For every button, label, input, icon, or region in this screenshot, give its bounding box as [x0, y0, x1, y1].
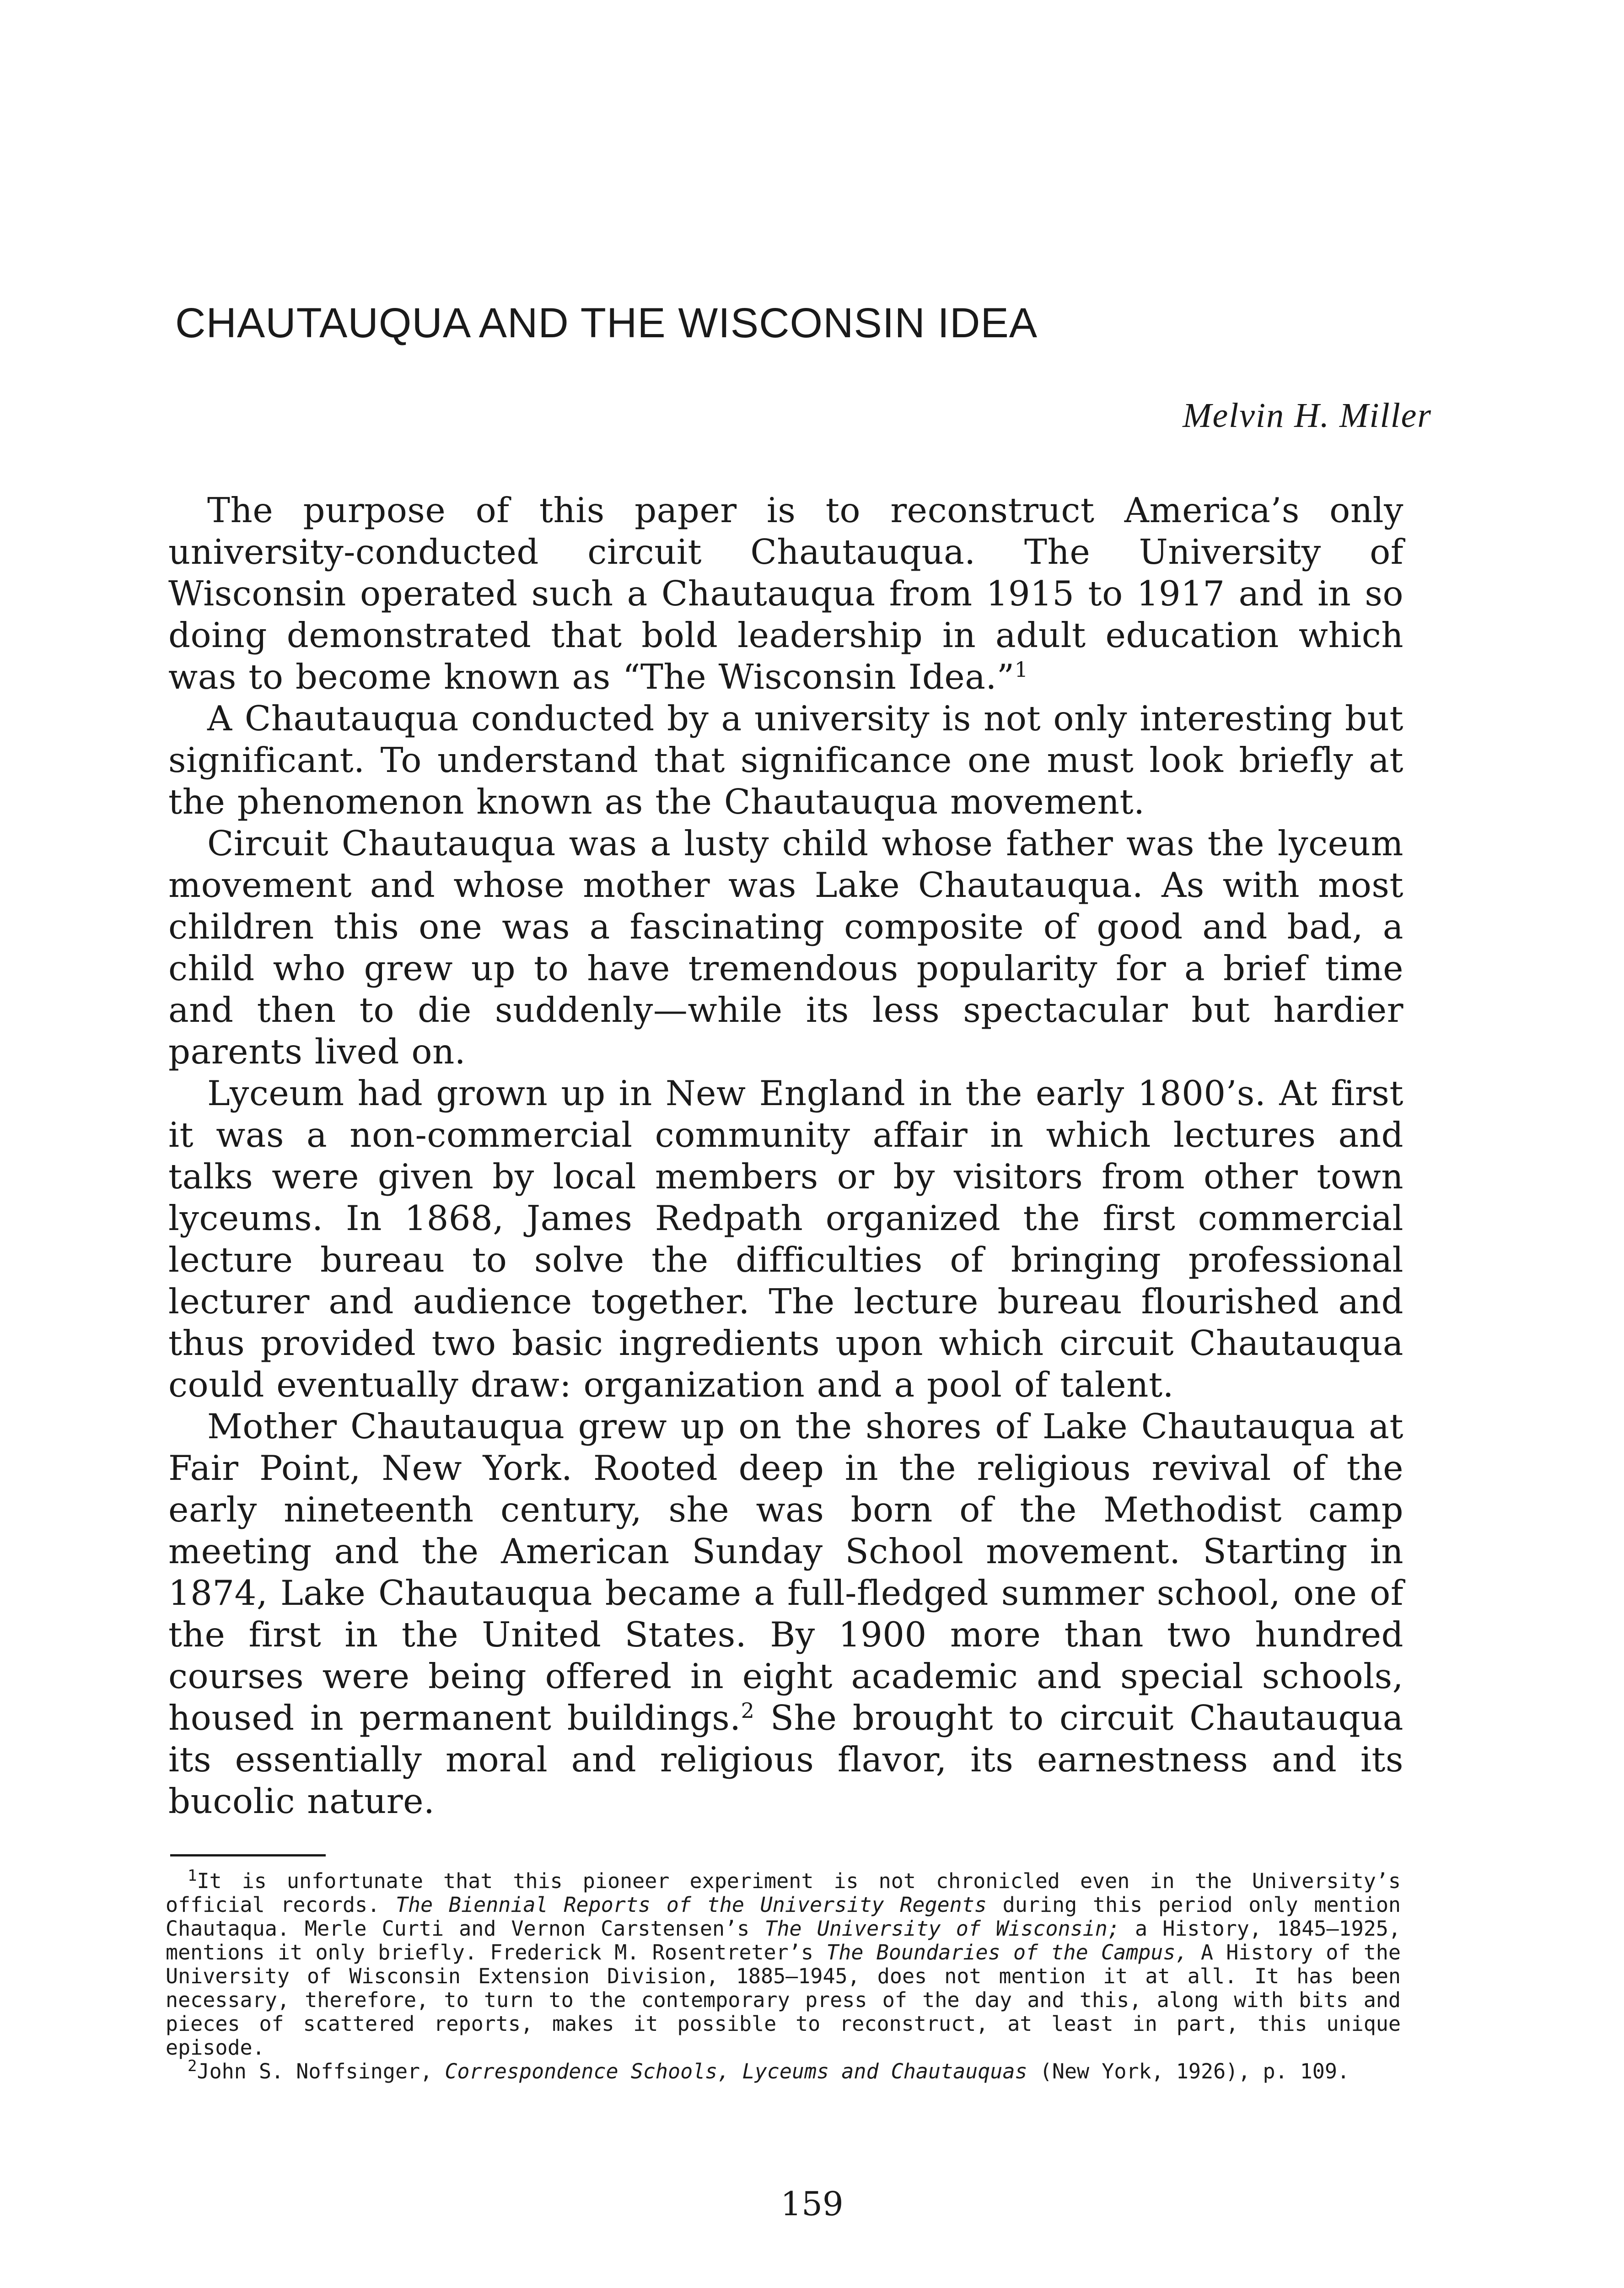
paragraph-text: She brought to circuit Chautauqua its essentially moral and religious flavor, its earnestness and its bucolic nature.: [168, 1698, 1404, 1821]
footnote-divider: [170, 1854, 326, 1856]
page-number: 159: [780, 2185, 844, 2223]
footnote-text: (New York, 1926), p. 109.: [1027, 2059, 1350, 2083]
paragraph: [168, 490, 1404, 698]
footnote-text: during this period only mention Chautaqua. Merle Curti and Vernon Carstensen’s: [166, 1893, 1401, 1941]
footnote: [166, 2057, 1401, 2083]
paragraph-text: The purpose of this paper is to reconstruct America’s only university-conducted circuit Chautauqua. The University of Wisconsin operated such a Chautauqua from 1915 to 1917 and in so doing demonstrated that bold leadership in adult education which was to become known as “The Wisconsin Idea.”: [168, 490, 1404, 697]
article-title: CHAUTAUQUA AND THE WISCONSIN IDEA: [175, 300, 1038, 346]
footnote-citation-title: The Boundaries of the Campus,: [826, 1940, 1188, 1964]
footnote-citation-title: Correspondence Schools, Lyceums and Chautauquas: [445, 2059, 1027, 2083]
paragraph: [168, 1406, 1404, 1822]
footnote-citation-title: The University of Wisconsin;: [764, 1916, 1120, 1941]
footnote-number: 1: [188, 1867, 197, 1885]
paragraph: Lyceum had grown up in New England in the early 1800’s. At first it was a non-commercial community affair in which lectures and talks were given by local members or by visitors from other town lyceums. In 1868, James Redpath organized the first commercial lecture bureau to solve the difficulties of bringing professional lecturer and audience together. The lecture bureau flourished and thus provided two basic ingredients upon which circuit Chautauqua could eventually draw: organization and a pool of talent.: [168, 1073, 1404, 1405]
paragraph-text: Mother Chautauqua grew up on the shores of Lake Chautauqua at Fair Point, New York. Rooted deep in the religious revival of the early nineteenth century, she was born of the Methodist camp meeting and the American Sunday School movement. Starting in 1874, Lake Chautauqua became a full-fledged summer school, one of the first in the United States. By 1900 more than two hundred courses were being offered in eight academic and special schools, housed in permanent buildings.: [168, 1406, 1404, 1738]
paragraph: A Chautauqua conducted by a university is not only interesting but significant. To understand that significance one must look briefly at the phenomenon known as the Chautauqua movement.: [168, 698, 1404, 822]
paragraph: Circuit Chautauqua was a lusty child whose father was the lyceum movement and whose mother was Lake Chautauqua. As with most children this one was a fascinating composite of good and bad, a child who grew up to have tremendous popularity for a brief time and then to die suddenly—while its less spectacular but hardier parents lived on.: [168, 823, 1404, 1072]
footnote-text: A History of the University of Wisconsin Extension Division, 1885–1945, does not mention it at all. It has been necessary, therefore, to turn to the contemporary press of the day and this, along with bits and pieces of scattered reports, makes it possible to reconstruct, at least in part, this unique episode.: [166, 1940, 1401, 2060]
author-name: Melvin H. Miller: [1183, 396, 1432, 435]
footnote-text: It is unfortunate that this pioneer experiment is not chronicled even in the University’s official records.: [166, 1869, 1401, 1917]
footnotes: [166, 1869, 1401, 2083]
footnote-text: John S. Noffsinger,: [197, 2059, 445, 2083]
footnote-citation-title: The Biennial Reports of the University Regents: [395, 1893, 987, 1917]
footnote-reference: 1: [1014, 657, 1028, 682]
footnote-text: a History, 1845–1925, mentions it only briefly. Frederick M. Rosentreter’s: [166, 1916, 1401, 1964]
footnote-number: 2: [188, 2057, 197, 2075]
footnote-reference: 2: [741, 1698, 755, 1723]
article-body: [168, 490, 1404, 1822]
footnote: [166, 1869, 1401, 2060]
